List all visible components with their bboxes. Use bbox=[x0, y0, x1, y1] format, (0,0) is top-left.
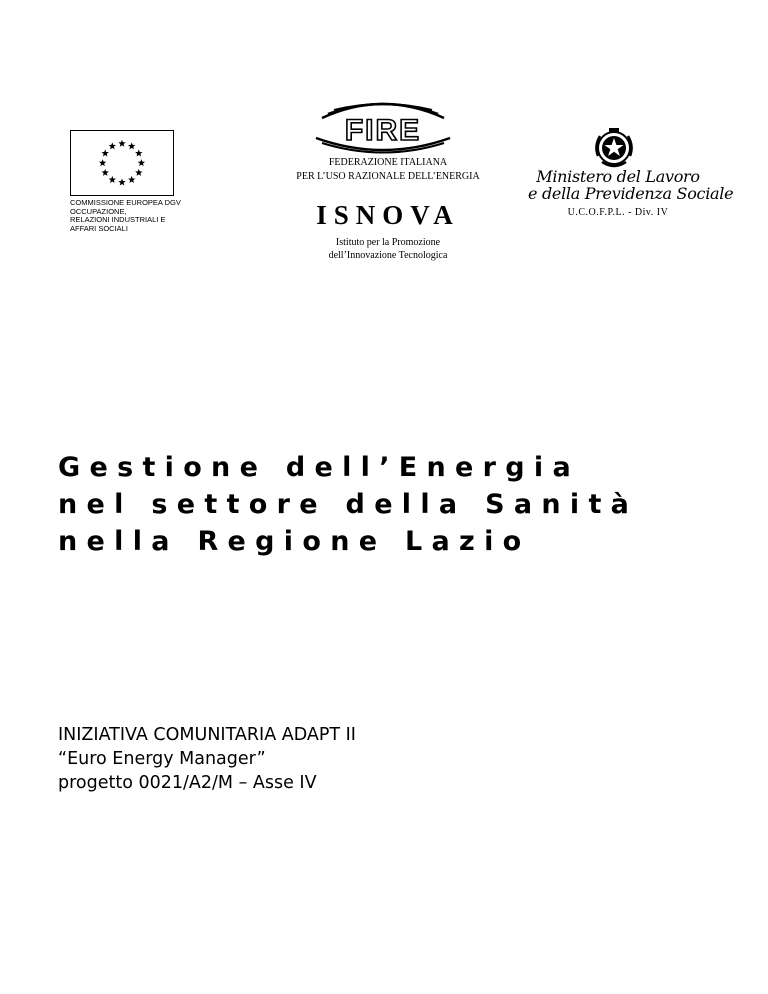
initiative-line: INIZIATIVA COMUNITARIA ADAPT II bbox=[58, 725, 356, 745]
eu-caption-line: OCCUPAZIONE, bbox=[70, 206, 127, 216]
eu-star-icon bbox=[118, 140, 125, 147]
document-title bbox=[58, 449, 758, 560]
eu-caption-line: AFFARI SOCIALI bbox=[70, 223, 128, 233]
title-line2: nel settore della Sanità bbox=[58, 489, 639, 520]
eu-star-icon bbox=[109, 142, 116, 149]
ministero-line1: Ministero del Lavoro bbox=[536, 167, 700, 186]
fire-logo-text: FIRE bbox=[344, 114, 422, 147]
eu-commission-caption bbox=[70, 199, 230, 233]
eu-star-icon bbox=[135, 169, 142, 176]
project-name-line: “Euro Energy Manager” bbox=[58, 749, 266, 769]
title-line3: nella Regione Lazio bbox=[58, 526, 531, 557]
eu-star-icon bbox=[109, 176, 116, 183]
ministero-office: U.C.O.F.P.L. - Div. IV bbox=[567, 207, 669, 218]
ministero-line2: e della Previdenza Sociale bbox=[528, 184, 734, 203]
title-line1: Gestione dell’Energia bbox=[58, 452, 580, 483]
eu-star-icon bbox=[138, 159, 145, 166]
project-code-line: progetto 0021/A2/M – Asse IV bbox=[58, 773, 317, 793]
eu-star-icon bbox=[99, 159, 106, 166]
eu-caption-line: COMMISSIONE EUROPEA DGV bbox=[70, 198, 181, 207]
isnova-subtitle-line1: Istituto per la Promozione bbox=[335, 237, 441, 248]
eu-star-icon bbox=[102, 149, 109, 156]
eu-flag-icon bbox=[70, 130, 174, 196]
ministero-name bbox=[528, 167, 734, 203]
project-info bbox=[58, 723, 698, 795]
eu-star-icon bbox=[118, 179, 125, 186]
eu-star-icon bbox=[128, 176, 135, 183]
eu-caption-line: RELAZIONI INDUSTRIALI E bbox=[70, 215, 166, 224]
fire-name-line2: PER L’USO RAZIONALE DELL’ENERGIA bbox=[296, 171, 480, 182]
fire-logo-icon bbox=[308, 96, 458, 154]
fire-logo bbox=[308, 96, 458, 154]
fire-name-line1: FEDERAZIONE ITALIANA bbox=[328, 157, 448, 168]
italian-emblem-icon bbox=[592, 126, 636, 170]
eu-stars-icon bbox=[71, 131, 173, 195]
eu-star-icon bbox=[135, 149, 142, 156]
isnova-name: ISNOVA bbox=[316, 200, 460, 230]
eu-star-icon bbox=[102, 169, 109, 176]
isnova-subtitle-line2: dell’Innovazione Tecnologica bbox=[328, 250, 448, 261]
eu-star-icon bbox=[128, 142, 135, 149]
